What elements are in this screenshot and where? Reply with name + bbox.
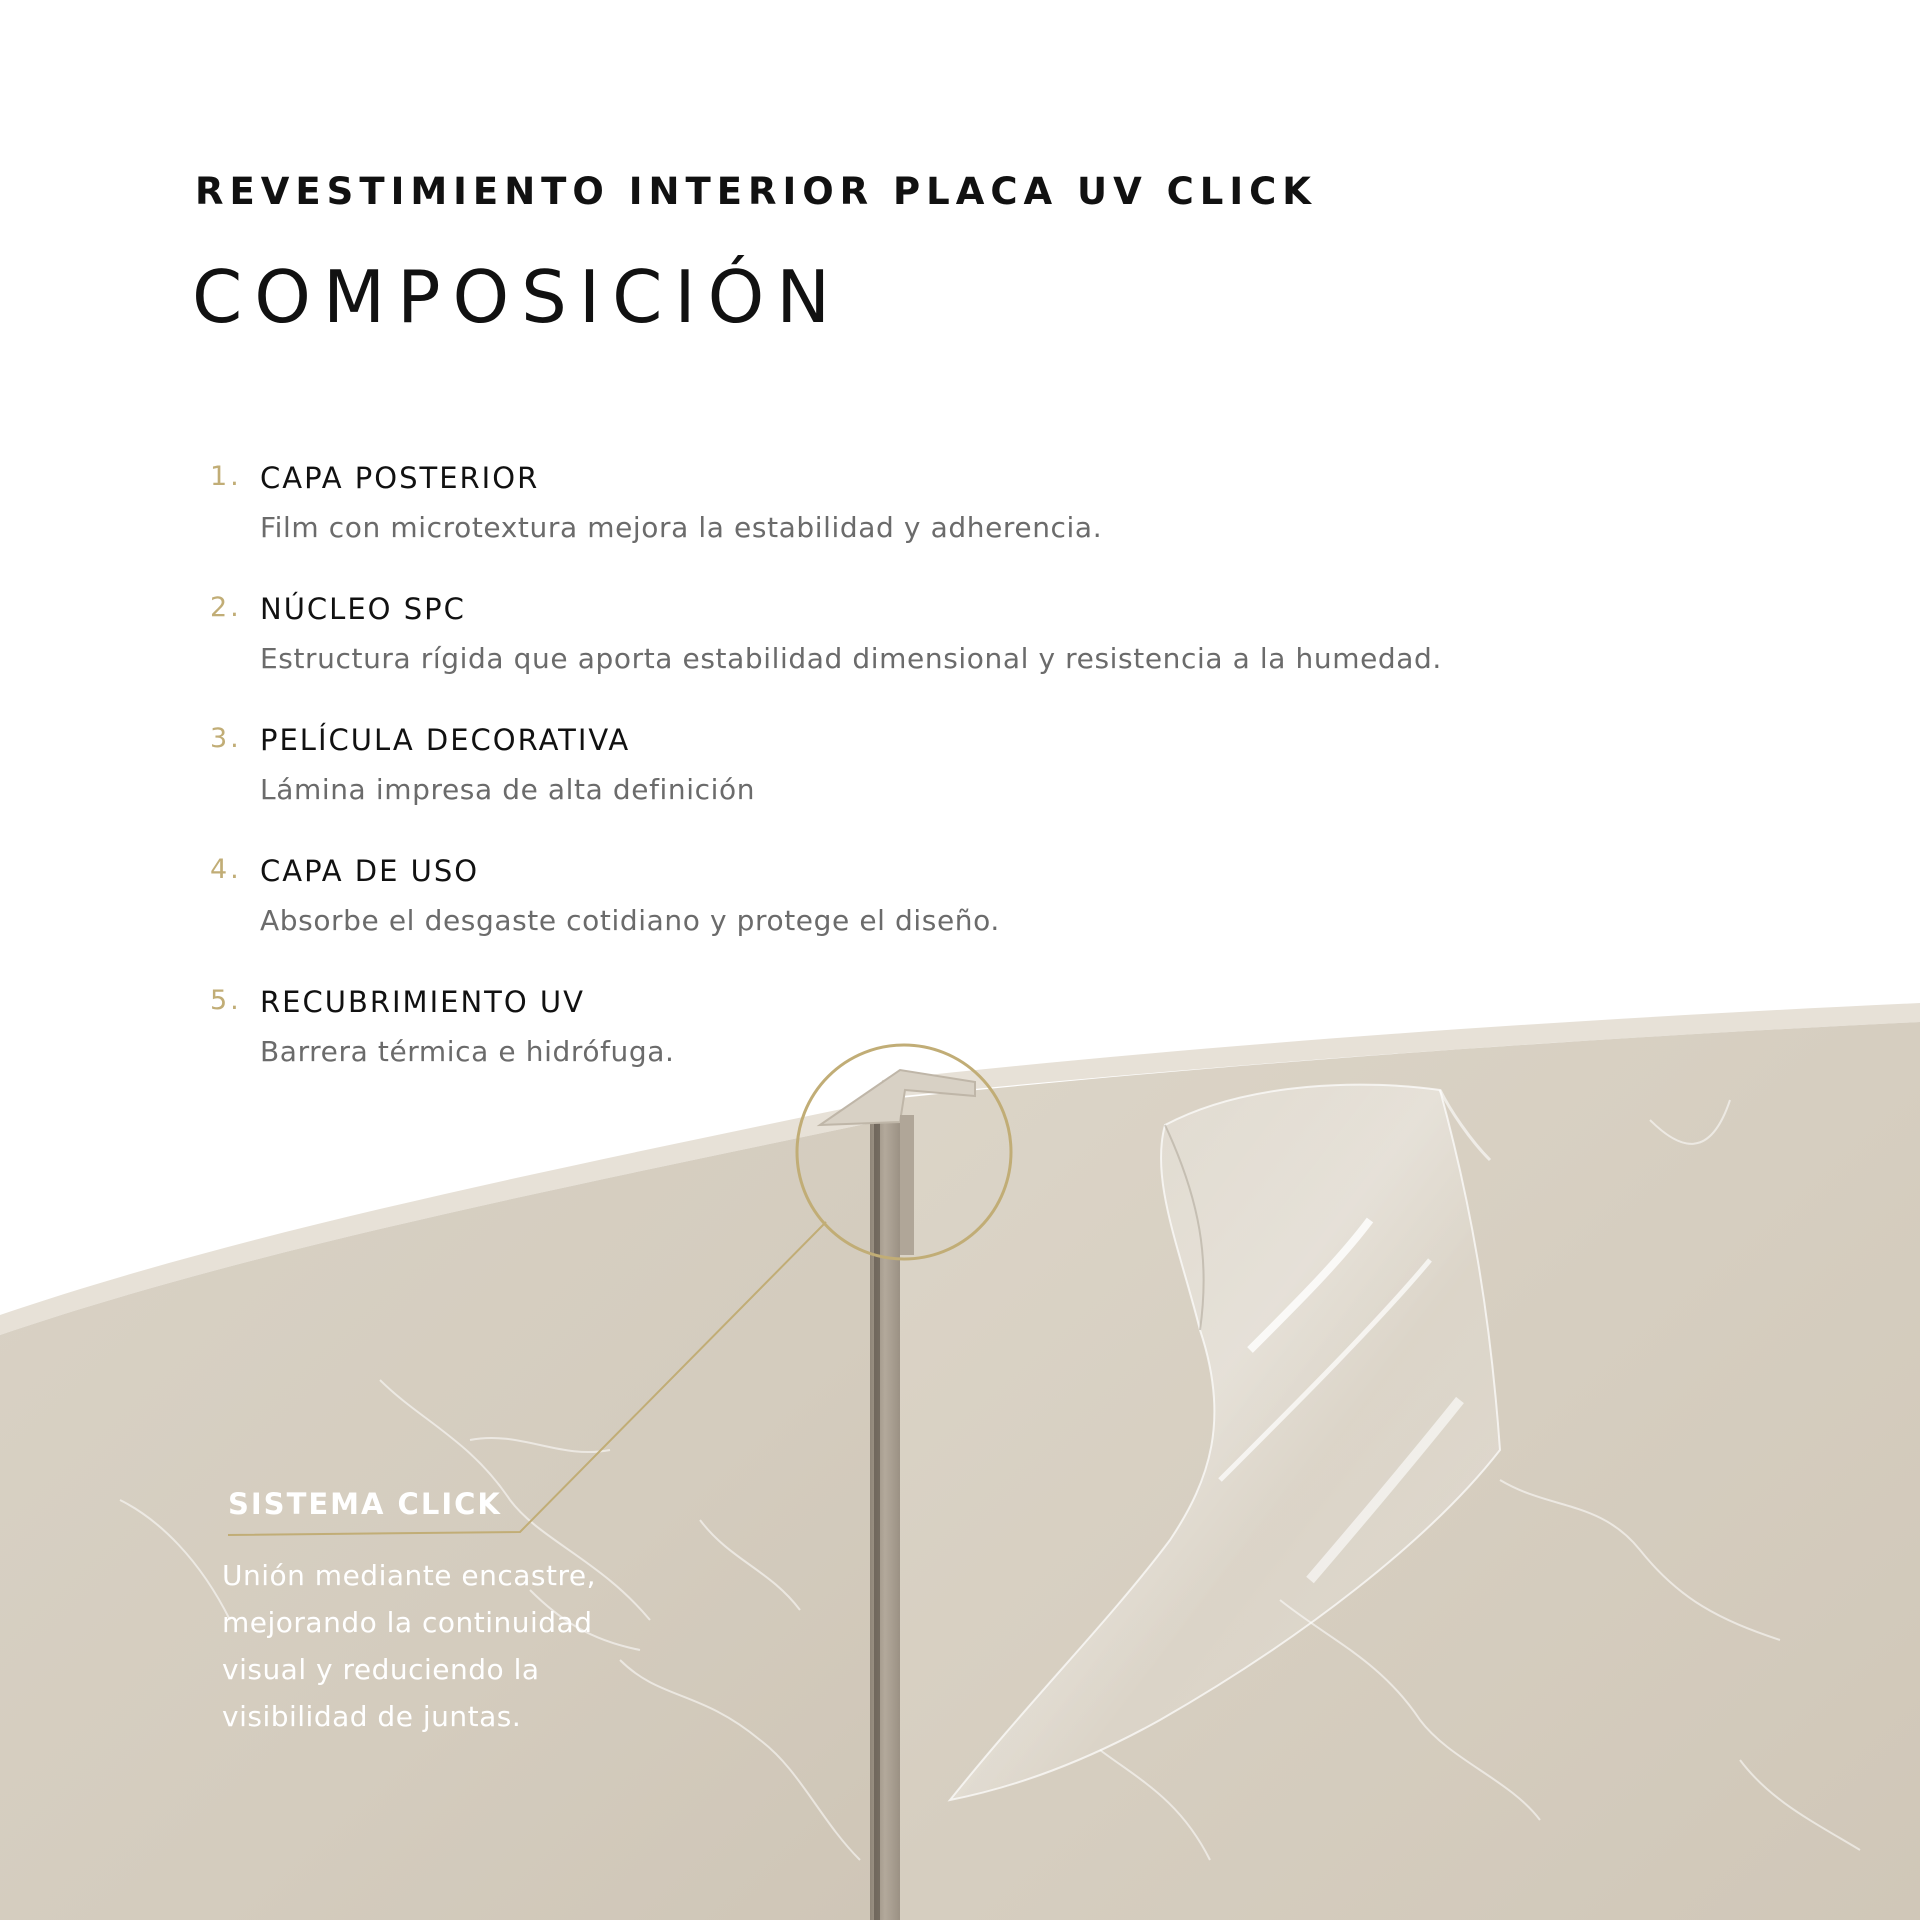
layer-description: Film con microtextura mejora la estabilidad y adherencia.	[260, 511, 1103, 544]
layer-description: Absorbe el desgaste cotidiano y protege el diseño.	[260, 904, 1000, 937]
layer-number: 4.	[210, 854, 242, 885]
click-system-description: Unión mediante encastre, mejorando la continuidad visual y reduciendo la visibilidad de juntas.	[222, 1559, 596, 1733]
layer-description: Lámina impresa de alta definición	[260, 773, 756, 806]
product-subtitle: REVESTIMIENTO INTERIOR PLACA UV CLICK	[195, 170, 1317, 213]
layer-name: CAPA DE USO	[260, 854, 480, 888]
layer-name: NÚCLEO SPC	[260, 592, 466, 626]
layer-number: 3.	[210, 723, 242, 754]
layer-name: PELÍCULA DECORATIVA	[260, 723, 631, 757]
layer-description: Estructura rígida que aporta estabilidad dimensional y resistencia a la humedad.	[260, 642, 1442, 675]
page-title: COMPOSICIÓN	[192, 255, 843, 339]
layer-number: 5.	[210, 985, 242, 1016]
layer-name: RECUBRIMIENTO UV	[260, 985, 585, 1019]
click-system-title: SISTEMA CLICK	[228, 1487, 502, 1521]
left-panel	[0, 1122, 875, 1920]
layer-number: 2.	[210, 592, 242, 623]
layer-number: 1.	[210, 461, 242, 492]
layer-description: Barrera térmica e hidrófuga.	[260, 1035, 675, 1068]
layer-name: CAPA POSTERIOR	[260, 461, 540, 495]
